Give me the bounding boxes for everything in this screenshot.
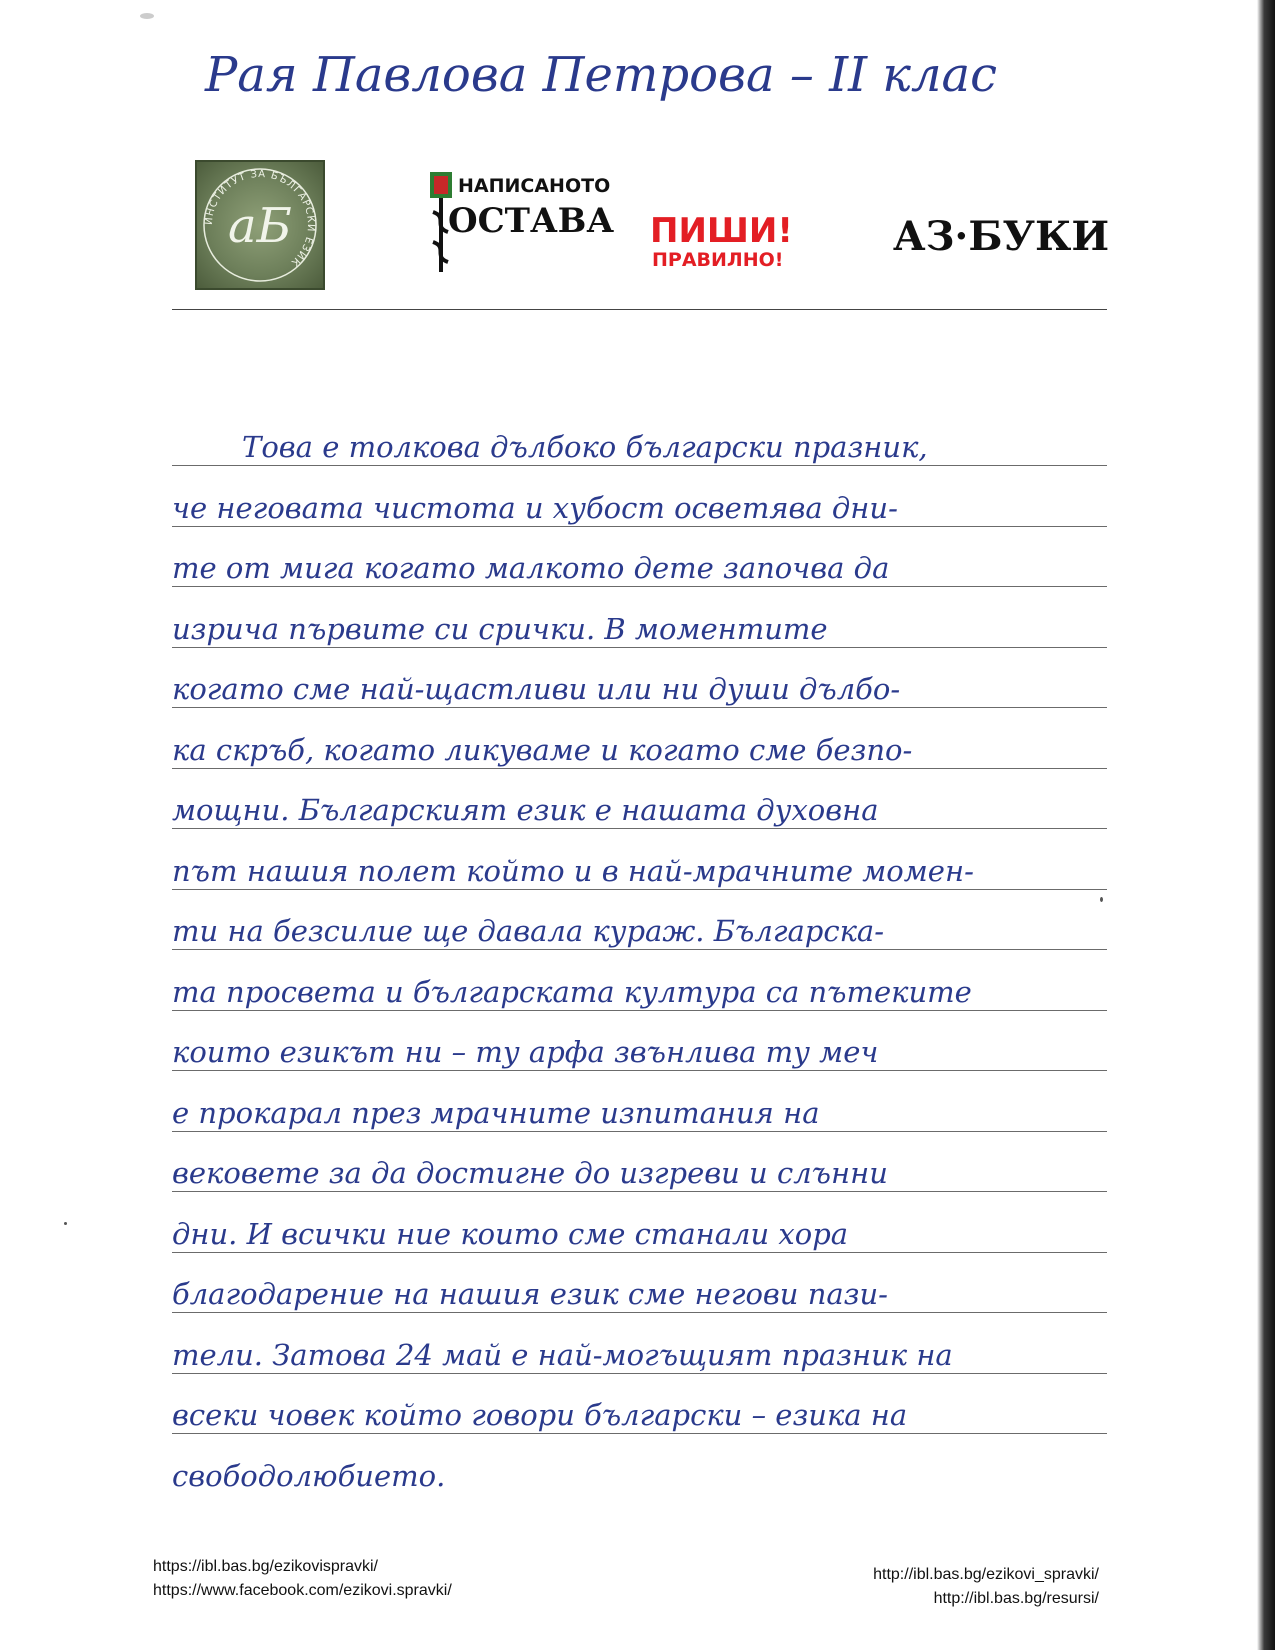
ruled-line xyxy=(172,707,1107,708)
essay-line: ка скръб, когато ликуваме и когато сме безпо- xyxy=(172,733,913,767)
essay-line: мощни. Българският език е нашата духовна xyxy=(172,793,879,827)
essay-line: благодарение на нашия език сме негови пази- xyxy=(172,1277,888,1311)
svg-text:ПРАВИЛНО!: ПРАВИЛНО! xyxy=(652,249,784,271)
essay-line: та просвета и българската култура са пътеките xyxy=(172,975,972,1009)
svg-text:ПИШИ!: ПИШИ! xyxy=(650,211,793,251)
essay-line: Това е толкова дълбоко български празник, xyxy=(242,430,928,464)
ruled-line xyxy=(172,1070,1107,1071)
scan-speck xyxy=(1100,897,1103,902)
svg-text:НАПИСАНОТО: НАПИСАНОТО xyxy=(458,175,611,197)
svg-text:АЗ·БУКИ: АЗ·БУКИ xyxy=(893,213,1110,260)
ibl-seal-icon xyxy=(195,160,325,290)
ruled-line xyxy=(172,828,1107,829)
ruled-line xyxy=(172,647,1107,648)
ruled-line xyxy=(172,1010,1107,1011)
ruled-line xyxy=(172,1312,1107,1313)
pishi-pravilno-logo xyxy=(650,210,820,270)
svg-text:ОСТАВА: ОСТАВА xyxy=(448,201,615,241)
essay-line: тели. Затова 24 май е най-могъщият празник на xyxy=(172,1338,953,1372)
ruled-line xyxy=(172,768,1107,769)
essay-line: всеки човек който говори български – езика на xyxy=(172,1398,908,1432)
essay-line: ти на безсилие ще давала кураж. Българска- xyxy=(172,914,885,948)
az-buki-logo xyxy=(893,205,1110,265)
ruled-line xyxy=(172,465,1107,466)
header-divider xyxy=(172,309,1107,310)
essay-line: че неговата чистота и хубост осветява дни- xyxy=(172,491,898,525)
ruled-line xyxy=(172,889,1107,890)
essay-line: когато сме най-щастливи или ни души дълбо- xyxy=(172,672,901,706)
essay-line: те от мига когато малкото дете започва да xyxy=(172,551,890,585)
svg-text:аБ: аБ xyxy=(228,198,292,254)
essay-line: вековете за да достигне до изгреви и слънни xyxy=(172,1156,888,1190)
ruled-line xyxy=(172,1191,1107,1192)
ruled-line xyxy=(172,1373,1107,1374)
ruled-line xyxy=(172,1131,1107,1132)
svg-text:ИНСТИТУТ ЗА БЪЛГАРСКИ ЕЗИК: ИНСТИТУТ ЗА БЪЛГАРСКИ ЕЗИК xyxy=(203,168,317,269)
essay-line: е прокарал през мрачните изпитания на xyxy=(172,1096,820,1130)
ibl-logo xyxy=(195,160,325,290)
ruled-line xyxy=(172,1252,1107,1253)
essay-line: изрича първите си срички. В моментите xyxy=(172,612,828,646)
essay-line: които езикът ни – ту арфа звънлива ту меч xyxy=(172,1035,879,1069)
footer-links-right xyxy=(873,1563,1099,1611)
ruled-line xyxy=(172,526,1107,527)
scan-page-edge xyxy=(1257,0,1275,1650)
ruled-line xyxy=(172,1433,1107,1434)
essay-line: свободолюбието. xyxy=(172,1459,446,1493)
student-name-heading: Рая Павлова Петрова – II клас xyxy=(205,47,998,103)
footer-link[interactable]: https://www.facebook.com/ezikovi.spravki/ xyxy=(153,1582,452,1599)
footer-link[interactable]: https://ibl.bas.bg/ezikovispravki/ xyxy=(153,1558,378,1575)
footer-links-left xyxy=(153,1555,452,1603)
napisanoto-ostava-logo xyxy=(428,172,648,282)
ruled-line xyxy=(172,949,1107,950)
scan-speck xyxy=(64,1222,67,1225)
essay-line: път нашия полет който и в най-мрачните момен- xyxy=(172,854,974,888)
footer-link[interactable]: http://ibl.bas.bg/resursi/ xyxy=(933,1590,1099,1607)
scan-speck xyxy=(140,13,154,19)
footer-link[interactable]: http://ibl.bas.bg/ezikovi_spravki/ xyxy=(873,1566,1099,1583)
essay-line: дни. И всички ние които сме станали хора xyxy=(172,1217,849,1251)
ruled-line xyxy=(172,586,1107,587)
